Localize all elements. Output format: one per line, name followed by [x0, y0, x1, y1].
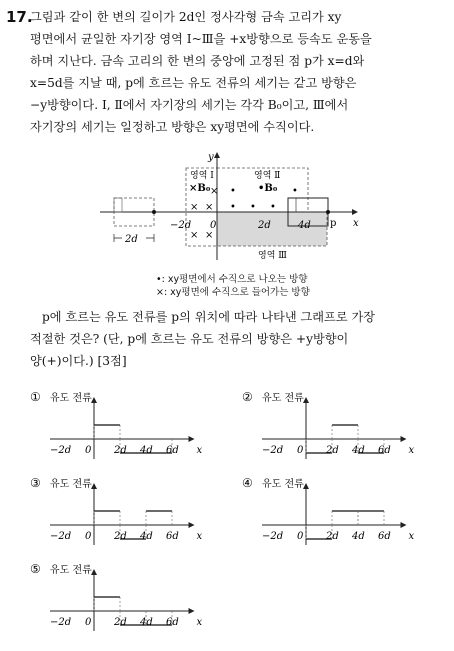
tick-2d: 2d [258, 220, 271, 231]
y-axis-label: y [208, 152, 214, 163]
graph-tick-zero: 0 [297, 445, 304, 456]
graph-y-arrow [91, 569, 97, 575]
graph-tick-zero: 0 [297, 531, 304, 542]
graph-x-label: x [196, 617, 203, 628]
graph-x-label: x [408, 445, 415, 456]
point-p [326, 210, 330, 214]
graph-tick-6d: 6d [378, 445, 391, 456]
dot-symbol: • [292, 186, 298, 197]
choice-ylabel: 유도 전류 [50, 479, 92, 490]
dot-symbol: • [230, 186, 236, 197]
graph-y-arrow [91, 483, 97, 489]
choice-label: ② [242, 390, 253, 404]
region-2-label: 영역 Ⅱ [254, 171, 281, 181]
cross-symbol: × [205, 202, 214, 213]
graph-x-label: x [196, 445, 203, 456]
loop-right-inner [288, 198, 296, 212]
graph-x-arrow [401, 522, 407, 528]
graph-tick-4d: 4d [140, 445, 153, 456]
graph-y-arrow [303, 397, 309, 403]
x-axis-label: x [353, 218, 359, 229]
graph-tick-minus-2d: −2d [50, 531, 72, 542]
dot-symbol: • [250, 202, 256, 213]
graph-tick-6d: 6d [166, 445, 179, 456]
choice-label: ① [30, 390, 41, 404]
cross-symbol: × [190, 230, 199, 241]
magnetic-field-figure [0, 150, 454, 290]
b0-region1: ×B₀ [189, 183, 211, 194]
legend-cross: ×: xy평면에 수직으로 들어가는 방향 [156, 287, 310, 298]
tick-4d: 4d [298, 220, 311, 231]
choice-ylabel: 유도 전류 [50, 393, 92, 404]
graph-x-label: x [408, 531, 415, 542]
graph-x-label: x [196, 531, 203, 542]
question-line: 하며 지난다. 금속 고리의 한 변의 중앙에 고정된 점 p가 x=d와 [30, 54, 365, 68]
x-axis-arrow [352, 209, 358, 215]
graph-tick-4d: 4d [352, 531, 365, 542]
graph-tick-2d: 2d [326, 531, 339, 542]
question-line: −y방향이다. Ⅰ, Ⅱ에서 자기장의 세기는 각각 B₀이고, Ⅲ에서 [30, 98, 349, 112]
legend-dot: •: xy평면에서 수직으로 나오는 방향 [156, 274, 308, 285]
question-line: 그림과 같이 한 변의 길이가 2d인 정사각형 금속 고리가 xy [30, 10, 342, 24]
tick-minus-2d: −2d [170, 220, 192, 231]
graph-tick-2d: 2d [326, 445, 339, 456]
graph-tick-minus-2d: −2d [50, 617, 72, 628]
graph-tick-4d: 4d [140, 531, 153, 542]
tick-zero: 0 [210, 220, 217, 231]
graph-tick-zero: 0 [85, 617, 92, 628]
loop-left-inner [114, 198, 122, 212]
choice-ylabel: 유도 전류 [262, 479, 304, 490]
graph-x-arrow [189, 608, 195, 614]
choice-label: ④ [242, 476, 253, 490]
graph-tick-4d: 4d [140, 617, 153, 628]
graph-tick-2d: 2d [114, 531, 127, 542]
dot-symbol: • [270, 202, 276, 213]
dot-symbol: • [230, 202, 236, 213]
graph-x-arrow [401, 436, 407, 442]
graph-tick-6d: 6d [166, 531, 179, 542]
choice-graphs [0, 381, 454, 651]
graph-tick-6d: 6d [166, 617, 179, 628]
question-line: 자기장의 세기는 일정하고 방향은 xy평면에 수직이다. [30, 120, 315, 134]
b0-region2: •B₀ [258, 183, 278, 194]
question-number: 17. [6, 8, 33, 26]
graph-y-arrow [303, 483, 309, 489]
choice-ylabel: 유도 전류 [50, 565, 92, 576]
graph-tick-minus-2d: −2d [50, 445, 72, 456]
region-3-label: 영역 Ⅲ [258, 251, 287, 261]
graph-tick-zero: 0 [85, 445, 92, 456]
choice-label: ③ [30, 476, 41, 490]
choice-ylabel: 유도 전류 [262, 393, 304, 404]
loop-width-label: 2d [125, 234, 138, 245]
question-line: 평면에서 균일한 자기장 영역 Ⅰ~Ⅲ을 +x방향으로 등속도 운동을 [30, 32, 372, 46]
prompt-line: 적절한 것은? (단, p에 흐르는 유도 전류의 방향은 +y방향이 [30, 332, 349, 346]
graph-tick-2d: 2d [114, 617, 127, 628]
question-line: x=5d를 지날 때, p에 흐르는 유도 전류의 세기는 같고 방향은 [30, 76, 357, 90]
graph-tick-6d: 6d [378, 531, 391, 542]
prompt-line: p에 흐르는 유도 전류를 p의 위치에 따라 나타낸 그래프로 가장 [42, 310, 376, 324]
region-1-label: 영역 Ⅰ [190, 171, 214, 181]
graph-tick-2d: 2d [114, 445, 127, 456]
prompt-line: 양(+)이다.) [3점] [30, 354, 127, 368]
graph-x-arrow [189, 522, 195, 528]
cross-symbol: × [205, 230, 214, 241]
point-p-label: p [330, 218, 337, 229]
cross-symbol: × [190, 202, 199, 213]
loop-left-point [152, 210, 156, 214]
graph-x-arrow [189, 436, 195, 442]
choice-label: ⑤ [30, 562, 41, 576]
graph-tick-4d: 4d [352, 445, 365, 456]
question-text [30, 6, 442, 138]
graph-tick-minus-2d: −2d [262, 531, 284, 542]
graph-tick-zero: 0 [85, 531, 92, 542]
graph-tick-minus-2d: −2d [262, 445, 284, 456]
cross-symbol: × [210, 186, 219, 197]
prompt-text [30, 306, 442, 372]
graph-y-arrow [91, 397, 97, 403]
y-axis-arrow [214, 152, 220, 158]
